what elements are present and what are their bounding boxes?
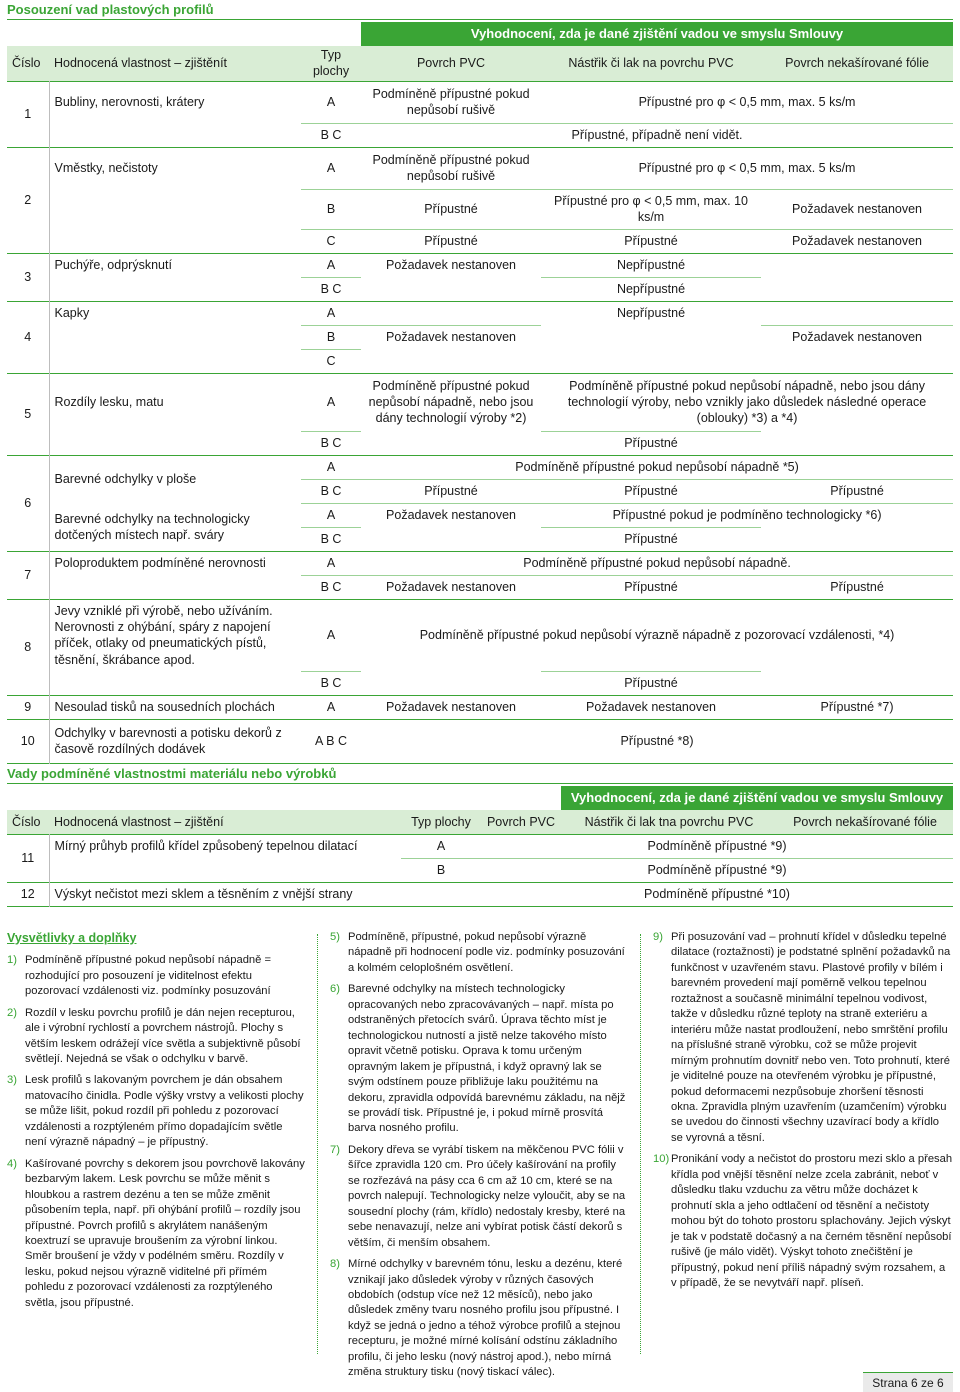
surface-type: A <box>301 253 361 277</box>
col-number: Číslo <box>7 46 49 81</box>
cell-value: Přípustné <box>761 479 953 503</box>
row-property: Výskyt nečistot mezi sklem a těsněním z vnější strany <box>49 882 401 906</box>
cell-value: Přípustné *8) <box>361 719 953 763</box>
cell-value: Přípustné <box>361 479 541 503</box>
cell-value: Požadavek nestanoven <box>541 695 761 719</box>
row-number: 2 <box>7 147 49 253</box>
cell-value: Přípustné <box>541 479 761 503</box>
surface-type: A <box>301 599 361 671</box>
cell-value: Podmíněně přípustné pokud nepůsobí rušivě <box>361 147 541 189</box>
surface-type: B <box>301 325 361 349</box>
cell-value: Přípustné <box>541 575 761 599</box>
cell-value: Přípustné pro φ < 0,5 mm, max. 5 ks/m <box>541 81 953 123</box>
surface-type: A <box>301 695 361 719</box>
row-number: 10 <box>7 719 49 763</box>
cell-value: Nepřípustné <box>541 277 761 301</box>
cell-value: Požadavek nestanoven <box>761 229 953 253</box>
cell-value: Přípustné <box>761 575 953 599</box>
cell-value: Podmíněně přípustné *9) <box>481 834 953 858</box>
cell-value: Přípustné <box>541 671 761 695</box>
row-number: 12 <box>7 882 49 906</box>
note-item: 7) Dekory dřeva se vyrábí tiskem na měkčenou PVC fólii v šířce zpravidla 120 cm. Pro účely kašírování na profily se rozřezává na pásy cca 6 cm až 10 cm, které se na povrch nalepují. Technologicky nelze vyloučit, aby se na sousední plochy (rám, křídlo) nedostaly kresby, které na sebe nenavazují, nelze ani vybírat potisk částí dekorů s větším, či menším obsahem. <box>330 1143 626 1249</box>
row-number: 8 <box>7 599 49 695</box>
table-row <box>7 719 953 763</box>
row-property: Barevné odchylky v ploše <box>49 455 301 503</box>
surface-type: A <box>301 551 361 575</box>
eval-header: Vyhodnocení, zda je dané zjištění vadou ve smyslu Smlouvy <box>561 786 953 810</box>
surface-type: A <box>301 81 361 123</box>
cell-value: Přípustné pro φ < 0,5 mm, max. 5 ks/m <box>541 147 953 189</box>
row-number: 7 <box>7 551 49 599</box>
cell-value: Podmíněně přípustné pokud nepůsobí nápadně *5) <box>361 455 953 479</box>
cell-value: Přípustné <box>541 527 761 551</box>
surface-type: B C <box>301 575 361 599</box>
surface-type: B C <box>301 527 361 551</box>
column-divider <box>640 934 641 1354</box>
row-property: Mírný průhyb profilů křídel způsobený tepelnou dilatací <box>49 834 401 858</box>
table-row <box>7 277 953 301</box>
surface-type: B C <box>301 123 361 147</box>
cell-value: Požadavek nestanoven <box>761 189 953 229</box>
cell-value: Nepřípustné <box>541 253 761 277</box>
table-row <box>7 834 953 858</box>
surface-type: A <box>301 373 361 431</box>
column-headers <box>7 46 953 81</box>
row-number: 5 <box>7 373 49 455</box>
cell-value: Nepřípustné <box>541 301 761 325</box>
table-row <box>7 503 953 527</box>
cell-value: Požadavek nestanoven <box>761 325 953 349</box>
cell-value: Přípustné *7) <box>761 695 953 719</box>
table-row <box>7 229 953 253</box>
column-headers <box>7 810 953 834</box>
note-item: 5) Podmíněně, přípustné, pokud nepůsobí výrazně nápadně při hodnocení podle viz. podmínky posuzování a kolmém celoplošném osvětlení. <box>330 931 625 974</box>
surface-type: C <box>301 229 361 253</box>
eval-header: Vyhodnocení, zda je dané zjištění vadou ve smyslu Smlouvy <box>361 22 953 46</box>
table-row <box>7 147 953 189</box>
row-property: Poloproduktem podmíněné nerovnosti <box>49 551 301 575</box>
row-property: Kapky <box>49 301 301 325</box>
row-property: Jevy vzniklé při výrobě, nebo užíváním. Nerovnosti z ohýbání, spáry z napojení příček, otlaky od pneumatických pístů, těsnění, škrábance apod. <box>49 599 301 671</box>
row-number: 9 <box>7 695 49 719</box>
col-lacquer: Nástřik či lak na povrchu PVC <box>541 46 761 81</box>
table-row <box>7 599 953 671</box>
row-number: 3 <box>7 253 49 301</box>
col-lacquer: Nástřik či lak tna povrchu PVC <box>561 810 777 834</box>
row-number: 11 <box>7 834 49 882</box>
row-property: Nesoulad tisků na sousedních plochách <box>49 695 301 719</box>
surface-type: A <box>301 503 361 527</box>
cell-value: Přípustné pokud je podmíněno technologicky *6) <box>541 503 953 527</box>
col-pvc: Povrch PVC <box>361 46 541 81</box>
table-row <box>7 253 953 277</box>
table-row <box>7 575 953 599</box>
row-number: 6 <box>7 455 49 551</box>
row-property: Odchylky v barevnosti a potisku dekorů z časově rozdílných dodávek <box>49 719 301 763</box>
row-number: 4 <box>7 301 49 373</box>
notes-column-2 <box>330 930 630 1387</box>
col-surface-type: Typ plochy <box>301 46 361 81</box>
surface-type: B C <box>301 671 361 695</box>
table-row <box>7 325 953 349</box>
row-property: Rozdíly lesku, matu <box>49 373 301 431</box>
table-row <box>7 373 953 431</box>
cell-value: Podmíněně přípustné pokud nepůsobí rušivě <box>361 81 541 123</box>
cell-value: Přípustné, případně není vidět. <box>361 123 953 147</box>
notes-section <box>7 930 953 1379</box>
page-footer: Strana 6 ze 6 <box>863 1372 953 1392</box>
note-item: 4) Kašírované povrchy s dekorem jsou povrchově lakovány bezbarvým lakem. Lesk povrchu se může měnit s hloubkou a rastrem dezénu a ten se může změnit působením tepla, např. při ohýbání profilů – rozdíly jsou přípustné. Povrch profilů s akrylátem nanášeným koextruzí se upravuje broušením za výrobní linkou. Směr broušení je vždy v podélném směru. Rozdíly v lesku, pokud nejsou výrazně viditelné při přímém pohledu z pozorovací vzdálenosti za rozptýleného světla, jsou přípustné. <box>7 1157 305 1309</box>
col-number: Číslo <box>7 810 49 834</box>
note-item: 2) Rozdíl v lesku povrchu profilů je dán nejen recepturou, ale i výrobní rychlostí a povrchem nástrojů. Plochy s větším leskem odrážejí více světla a subjektivně působí světlejí. Nejedná se však o odchylku v barvě. <box>7 1006 301 1065</box>
note-item: 9) Při posuzování vad – prohnutí křídel v důsledku tepelné dilatace (roztažnosti) je podstatné splnění požadavků na funkčnost v uzavřeném stavu. Plastové profily v bílém i barevném provedení mají poměrně velkou tepelnou roztažnost a současně minimální tepelnou vodivost, takže v důsledku různé teploty na straně exteriéru a interiéru může nastat prodloužení, nebo smrštění profilu na příslušné straně výrobku, což se může projevit mírným prohnutím dovnitř nebo ven. Toto prohnutí, které je viditelné pouze na otevřeném výrobku je přípustné, pokud deformacemi nezpůsobuje zhoršení těsnosti okna. Zpravidla plným uzavřením (uzamčením) výrobku se uvedou do činnosti všechny uzavírací body a křídlo se vyrovná a těsní. <box>653 931 951 1144</box>
cell-value: Přípustné pro φ < 0,5 mm, max. 10 ks/m <box>541 189 761 229</box>
note-item: 6) Barevné odchylky na místech technologicky opracovaných nebo zpracovávaných – např. místa po odstraněných přetocích svárů. Úprava těchto míst je technologickou nutností a jistě nelze takového místo opravit včetně potisku. Oprava k tomu určeným opravným lakem je přípustná, i když opravný lak se svým odstínem pouze přibližuje laku použitému na dekoru, zpravidla odpovídá barevnému základu, na nějž se provádí tisk. Přípustné je, i pokud mírně prosvítá barva nosného profilu. <box>330 983 626 1135</box>
col-surface-type: Typ plochy <box>401 810 481 834</box>
col-foil: Povrch nekašírované fólie <box>761 46 953 81</box>
table-row <box>7 551 953 575</box>
note-item: 10) Pronikání vody a nečistot do prostoru mezi sklo a přesah křídla pod vnější těsnění nelze zcela zabránit, neboť v důsledku tlaku vzduchu za větru může docházet k prohnutí skla a jeho odtlačení od těsnění a nečistoty mohou být do tohoto prostoru splachovány. Jejich výskyt je tak v podstatě dočasný a na černém těsnění nepůsobí rušivě (je málo vidět). Výskyt tohoto znečištění je přípustný, pokud není příliš nápadný svým rozsahem, a v případě, že se nevytváří např. plíseň. <box>653 1153 953 1289</box>
table-row <box>7 455 953 479</box>
defects-table <box>7 22 953 764</box>
cell-value: Požadavek nestanoven <box>361 253 541 277</box>
cell-value: Požadavek nestanoven <box>361 575 541 599</box>
cell-value: Podmíněně přípustné pokud nepůsobí nápadně. <box>361 551 953 575</box>
col-property: Hodnocená vlastnost – zjištění <box>49 810 401 834</box>
notes-column-3 <box>653 930 953 1297</box>
surface-type: A <box>301 147 361 189</box>
cell-value: Podmíněně přípustné pokud nepůsobí výrazně nápadně z pozorovací vzdálenosti, *4) <box>361 599 953 671</box>
cell-value: Podmíněně přípustné *10) <box>481 882 953 906</box>
surface-type: A <box>301 301 361 325</box>
table-row <box>7 671 953 695</box>
note-item: 1) Podmíněně přípustné pokud nepůsobí nápadně = rozhodující pro posouzení je viditelnost efektu pozorovací vzdálenosti viz. podmínky posuzování <box>7 954 272 998</box>
section2-title: Vady podmíněné vlastnostmi materiálu nebo výrobků <box>7 766 337 781</box>
col-pvc: Povrch PVC <box>481 810 561 834</box>
surface-type: A <box>301 455 361 479</box>
table-row <box>7 123 953 147</box>
table-row <box>7 882 953 906</box>
surface-type: A B C <box>301 719 361 763</box>
note-item: 3) Lesk profilů s lakovaným povrchem je dán obsahem matovacího činidla. Podle výšky vrstvy a velikosti plochy se může lišit, pokud rozdíl při pohledu z pozorovací vzdálenosti a rozptýleném přímo dopadajícím světle není výrazně nápadný – je přípustný. <box>7 1074 304 1149</box>
surface-type: A <box>401 834 481 858</box>
row-property: Vměstky, nečistoty <box>49 147 301 189</box>
table-row <box>7 431 953 455</box>
cell-value: Přípustné <box>541 431 761 455</box>
row-property: Bubliny, nerovnosti, krátery <box>49 81 301 123</box>
cell-value: Přípustné <box>541 229 761 253</box>
note-item: 8) Mírné odchylky v barevném tónu, lesku a dezénu, které vznikají jako důsledek výroby v různých časových obdobích (odstup více než 12 měsíců), nebo jako důsledek změny tvaru nosného profilu jsou přípustné. I když se jedná o jedno a téhož výrobce profilů a stejnou recepturu, je možné mírné kolísání odstínu základního profilu, či jeho lesku (nový nástroj apod.), nebo mírná změna struktury tisku (nový tiskací válec). <box>330 1258 623 1379</box>
table-row <box>7 189 953 229</box>
section2-rule <box>7 783 953 784</box>
section1-title: Posouzení vad plastových profilů <box>7 2 214 17</box>
surface-type: C <box>301 349 361 373</box>
notes-column-1 <box>7 930 307 1317</box>
row-property: Puchýře, odprýsknutí <box>49 253 301 277</box>
row-property: Barevné odchylky na technologicky dotčených místech např. sváry <box>54 511 250 542</box>
cell-value: Požadavek nestanoven <box>361 695 541 719</box>
surface-type: B C <box>301 431 361 455</box>
cell-value: Podmíněně přípustné pokud nepůsobí nápadně, nebo jsou dány technologií výroby *2) <box>361 373 541 431</box>
surface-type: B C <box>301 277 361 301</box>
col-foil: Povrch nekašírované fólie <box>777 810 953 834</box>
surface-type: B <box>401 858 481 882</box>
surface-type: B C <box>301 479 361 503</box>
cell-value: Požadavek nestanoven <box>361 503 541 527</box>
cell-value: Přípustné <box>361 189 541 229</box>
row-number: 1 <box>7 81 49 147</box>
cell-value: Podmíněně přípustné pokud nepůsobí nápadně, nebo jsou dány technologií výroby, nebo vznikly jako důsledek následné operace (oblouky) *3) a *4) <box>541 373 953 431</box>
notes-title: Vysvětlivky a doplňky <box>7 931 137 945</box>
cell-value: Podmíněně přípustné *9) <box>481 858 953 882</box>
cell-value: Požadavek nestanoven <box>361 325 541 349</box>
cell-value: Přípustné <box>361 229 541 253</box>
section1-rule <box>7 19 953 20</box>
table-row <box>7 858 953 882</box>
material-defects-table <box>7 786 953 907</box>
table-row <box>7 349 953 373</box>
table-row <box>7 301 953 325</box>
table-row <box>7 81 953 123</box>
col-property: Hodnocená vlastnost – zjištěnít <box>49 46 301 81</box>
surface-type: B <box>301 189 361 229</box>
table-row <box>7 695 953 719</box>
column-divider <box>317 934 318 1354</box>
